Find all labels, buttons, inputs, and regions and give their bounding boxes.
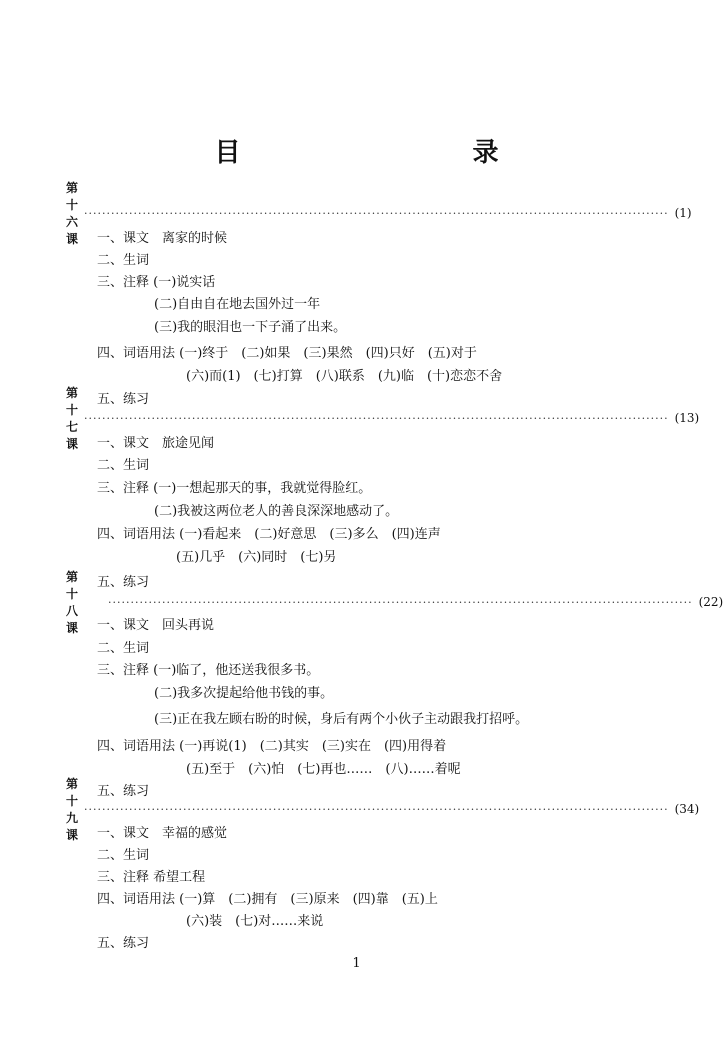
toc-line: (五)几乎 (六)同时 (七)另 <box>176 550 337 565</box>
toc-line: (二)我多次提起给他书钱的事。 <box>154 686 334 701</box>
toc-line: (六)而(1) (七)打算 (八)联系 (九)临 (十)恋恋不舍 <box>186 369 503 384</box>
toc-line: 五、练习 <box>97 392 150 407</box>
toc-line: 二、生词 <box>97 641 150 656</box>
leader-dots: ·································································································································· <box>84 411 669 425</box>
toc-line: 二、生词 <box>97 458 150 473</box>
toc-line: 二、生词 <box>97 848 150 863</box>
toc-line: 四、词语用法 (一)再说(1) (二)其实 (三)实在 (四)用得着 <box>97 739 447 754</box>
page-title: 目 录 <box>214 138 559 168</box>
leader-dots: ·································································································································· <box>84 206 669 220</box>
toc-line: (二)我被这两位老人的善良深深地感动了。 <box>154 504 399 519</box>
lesson-label: 第十八课 <box>66 570 79 635</box>
toc-line: 四、词语用法 (一)算 (二)拥有 (三)原来 (四)靠 (五)上 <box>97 892 438 907</box>
toc-line: 五、练习 <box>97 784 150 799</box>
page-ref: (22) <box>698 595 723 609</box>
page-ref: (34) <box>674 802 700 816</box>
toc-line: 四、词语用法 (一)看起来 (二)好意思 (三)多么 (四)连声 <box>97 527 441 542</box>
toc-line: (三)我的眼泪也一下子涌了出来。 <box>154 320 347 335</box>
toc-line: 一、课文 幸福的感觉 <box>97 826 228 841</box>
toc-line: 三、注释 (一)一想起那天的事，我就觉得脸红。 <box>97 481 372 496</box>
toc-line: 二、生词 <box>97 253 150 268</box>
toc-line: 三、注释 希望工程 <box>97 870 206 885</box>
page-number: 1 <box>352 956 361 971</box>
leader-dots: ·································································································································· <box>108 595 693 609</box>
toc-line: 三、注释 (一)说实话 <box>97 275 216 290</box>
toc-line: 一、课文 旅途见闻 <box>97 436 215 451</box>
toc-line: (五)至于 (六)怕 (七)再也…… (八)……着呢 <box>186 762 461 777</box>
page-ref: (1) <box>674 206 692 220</box>
lesson-label: 第十六课 <box>66 181 79 246</box>
toc-line: 五、练习 <box>97 936 150 951</box>
lesson-label: 第十九课 <box>66 777 79 842</box>
leader-dots: ·································································································································· <box>84 802 669 816</box>
toc-line: 四、词语用法 (一)终于 (二)如果 (三)果然 (四)只好 (五)对于 <box>97 346 477 361</box>
toc-line: 一、课文 离家的时候 <box>97 231 228 246</box>
toc-line: (六)装 (七)对……来说 <box>186 914 324 929</box>
page-ref: (13) <box>674 411 700 425</box>
toc-line: 三、注释 (一)临了，他还送我很多书。 <box>97 663 320 678</box>
toc-line: (三)正在我左顾右盼的时候，身后有两个小伙子主动跟我打招呼。 <box>154 712 529 727</box>
toc-line: 一、课文 回头再说 <box>97 618 215 633</box>
lesson-label: 第十七课 <box>66 386 79 451</box>
toc-line: 五、练习 <box>97 575 150 590</box>
toc-line: (二)自由自在地去国外过一年 <box>154 297 321 312</box>
